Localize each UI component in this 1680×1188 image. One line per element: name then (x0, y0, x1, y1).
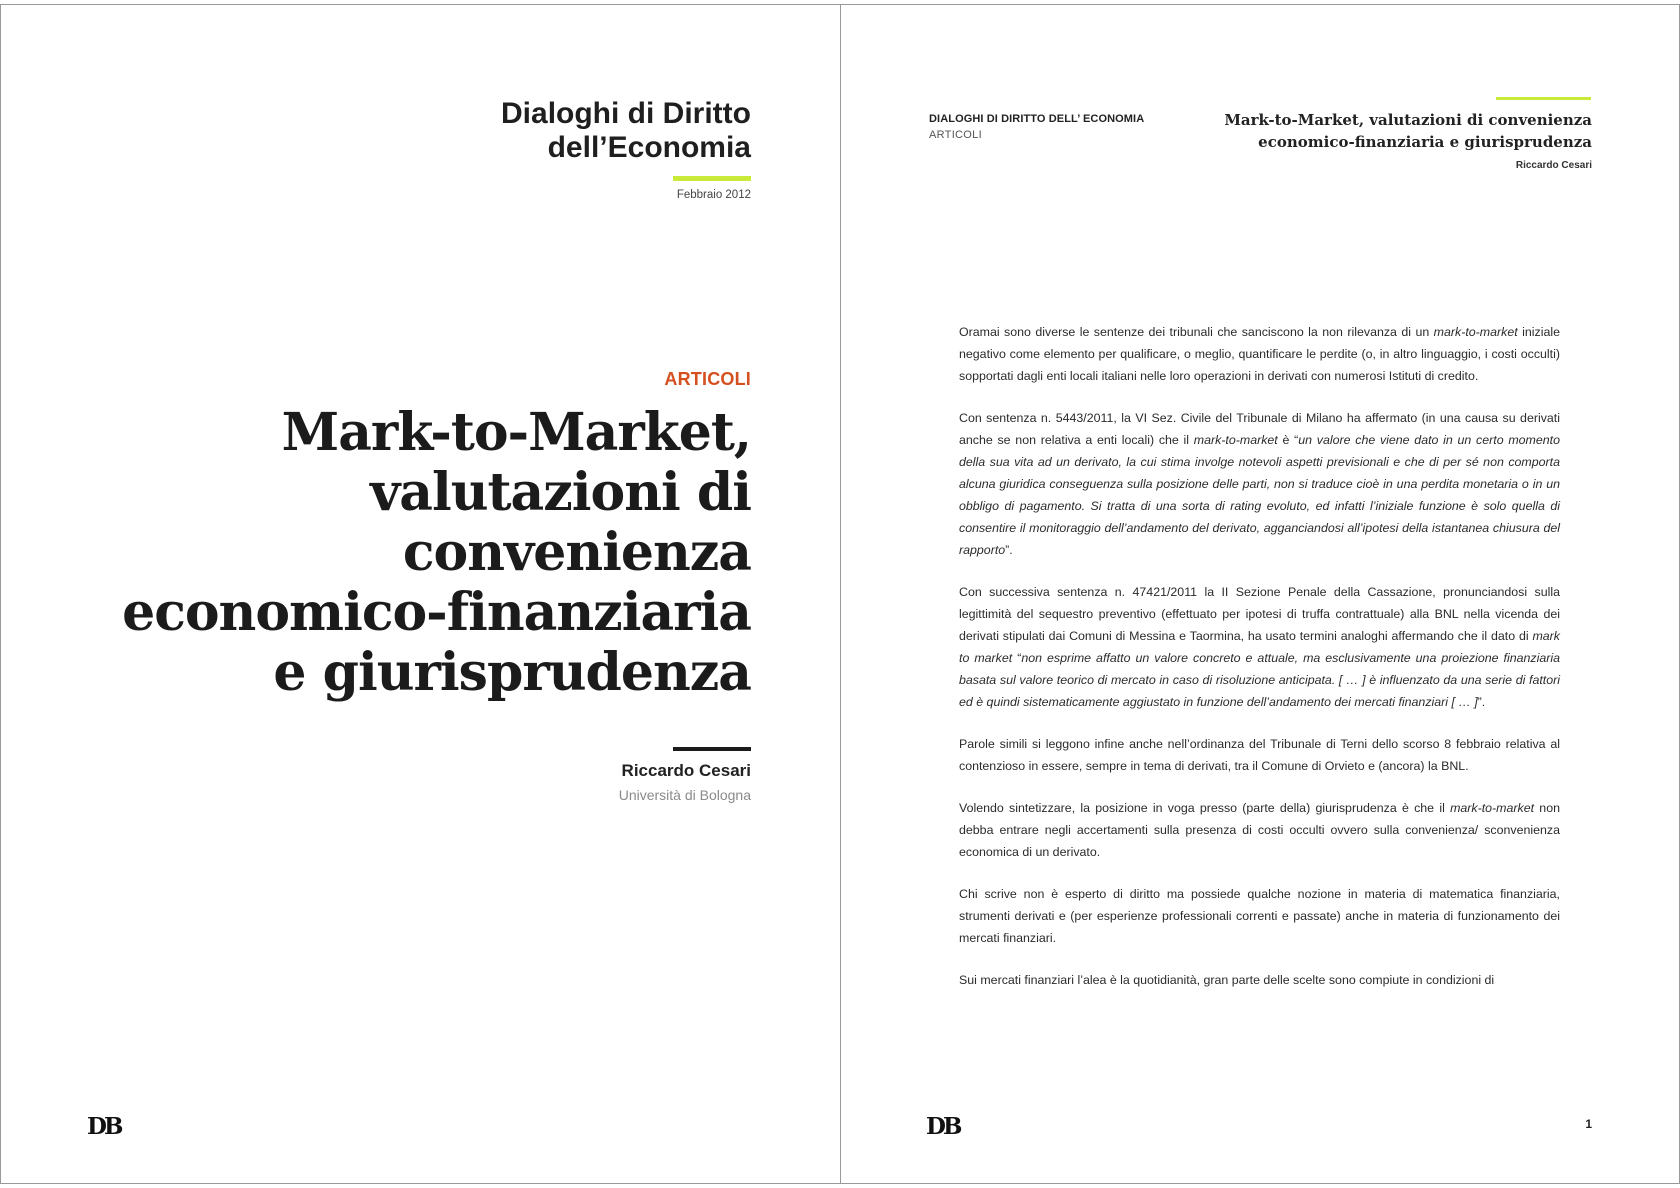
italic-term: mark-to-market (1193, 433, 1278, 447)
italic-quote: non esprime affatto un valore concreto e attuale, ma esclusivamente una proiezione finanziaria basata sul valore teorico di mercato in caso di risoluzione anticipata. [ … ] è influenzato da una serie di fattori ed è quindi sistematicamente aggiustato in funzione dell’andamento dei mercati finanziari [ … ] (959, 651, 1560, 709)
running-header-title-line: economico-finanziaria e giurisprudenza (1258, 133, 1592, 151)
accent-bar (673, 176, 751, 181)
italic-quote: un valore che viene dato in un certo momento della sua vita ad un derivato, la cui stima involge notevoli aspetti previsionali e che di per sé non comporta alcuna giuridica conseguenza sulla posizione delle parti, non si traduce cioè in una perdita monetaria o in un obbligo di pagamento. Si tratta di una sorta di rating evoluto, ed infatti l’iniziale funzione è solo quella di consentire il monitoraggio dell’andamento del derivato, agganciandosi all’ipotesi della istantanea chiusura del rapporto (959, 433, 1560, 557)
text-run: Oramai sono diverse le sentenze dei tribunali che sanciscono la non rilevanza di un (959, 325, 1434, 339)
issue-date: Febbraio 2012 (676, 189, 751, 201)
paragraph: Sui mercati finanziari l’alea è la quotidianità, gran parte delle scelte sono compiute in condizioni di (959, 973, 1495, 987)
cover-page (1, 5, 839, 1183)
italic-term: mark to market (959, 629, 1560, 665)
paragraph: Chi scrive non è esperto di diritto ma possiede qualche nozione in materia di matematica finanziaria, strumenti derivati e (per esperienze professionali correnti e passate) anche in materia di funzionamento dei mercati finanziari. (959, 887, 1560, 945)
author-divider (673, 747, 751, 751)
journal-logo: DB (926, 1113, 960, 1140)
text-run: non debba entrare negli accertamenti sulla presenza di costi occulti ovvero sulla convenienza/ sconvenienza economica di un derivato. (959, 801, 1560, 859)
text-run: ”. (1477, 695, 1486, 709)
author-affiliation: Università di Bologna (618, 787, 751, 803)
article-title-line: economico-finanziaria (122, 582, 751, 643)
running-header-title (1172, 109, 1592, 153)
article-title-line: e giurisprudenza (273, 642, 751, 703)
article-page (842, 5, 1679, 1183)
article-title-line: valutazioni di (370, 462, 751, 523)
accent-bar (1496, 97, 1591, 100)
paragraph (959, 407, 1560, 561)
article-title (51, 403, 751, 703)
text-run: è “ (1277, 433, 1299, 447)
journal-logo: DB (87, 1113, 121, 1140)
running-header-section: ARTICOLI (929, 129, 982, 141)
text-run: “ (1012, 651, 1022, 665)
italic-term: mark-to-market (1433, 325, 1518, 339)
paragraph (959, 321, 1560, 387)
running-header-title-line: Mark-to-Market, valutazioni di convenienza (1224, 111, 1592, 129)
page-divider (840, 4, 841, 1184)
page-number: 1 (1585, 1117, 1592, 1131)
text-run: Con sentenza n. 5443/2011, la VI Sez. Civile del Tribunale di Milano ha affermato (in una causa su derivati anche se non relativa a enti locali) che il (959, 411, 1560, 447)
text-run: iniziale negativo come elemento per qualificare, o meglio, quantificare le perdite (o, in altro linguaggio, i costi occulti) sopportati dagli enti locali italiani nelle loro operazioni in derivati con numerosi Istituti di credito. (959, 325, 1560, 383)
italic-term: mark-to-market (1450, 801, 1535, 815)
text-run: Volendo sintetizzare, la posizione in voga presso (parte della) giurisprudenza è che il (959, 801, 1451, 815)
running-header-journal: DIALOGHI DI DIRITTO DELL’ ECONOMIA (929, 113, 1145, 125)
text-run: Con successiva sentenza n. 47421/2011 la II Sezione Penale della Cassazione, pronunciandosi sulla legittimità del sequestro preventivo (effettuato per ipotesi di truffa contrattuale) alla BNL nella vicenda dei derivati stipulati dai Comuni di Messina e Taormina, ha usato termini analoghi affermando che il dato di (959, 585, 1560, 643)
paragraph (959, 581, 1560, 713)
text-run: ”. (1005, 543, 1013, 557)
category-label: ARTICOLI (664, 369, 751, 389)
article-title-line: Mark-to-Market, (281, 402, 751, 463)
journal-title-line: dell’Economia (547, 131, 751, 164)
journal-title-line: Dialoghi di Diritto (501, 97, 751, 130)
running-header-author: Riccardo Cesari (1515, 160, 1592, 171)
author-name: Riccardo Cesari (621, 761, 751, 780)
article-title-line: convenienza (402, 522, 751, 583)
paragraph: Parole simili si leggono infine anche nell’ordinanza del Tribunale di Terni dello scorso 8 febbraio relativa al contenzioso in essere, sempre in tema di derivati, tra il Comune di Orvieto e (ancora) la BNL. (959, 737, 1560, 773)
article-body (959, 321, 1560, 1011)
paragraph (959, 797, 1560, 863)
journal-title (351, 97, 751, 165)
